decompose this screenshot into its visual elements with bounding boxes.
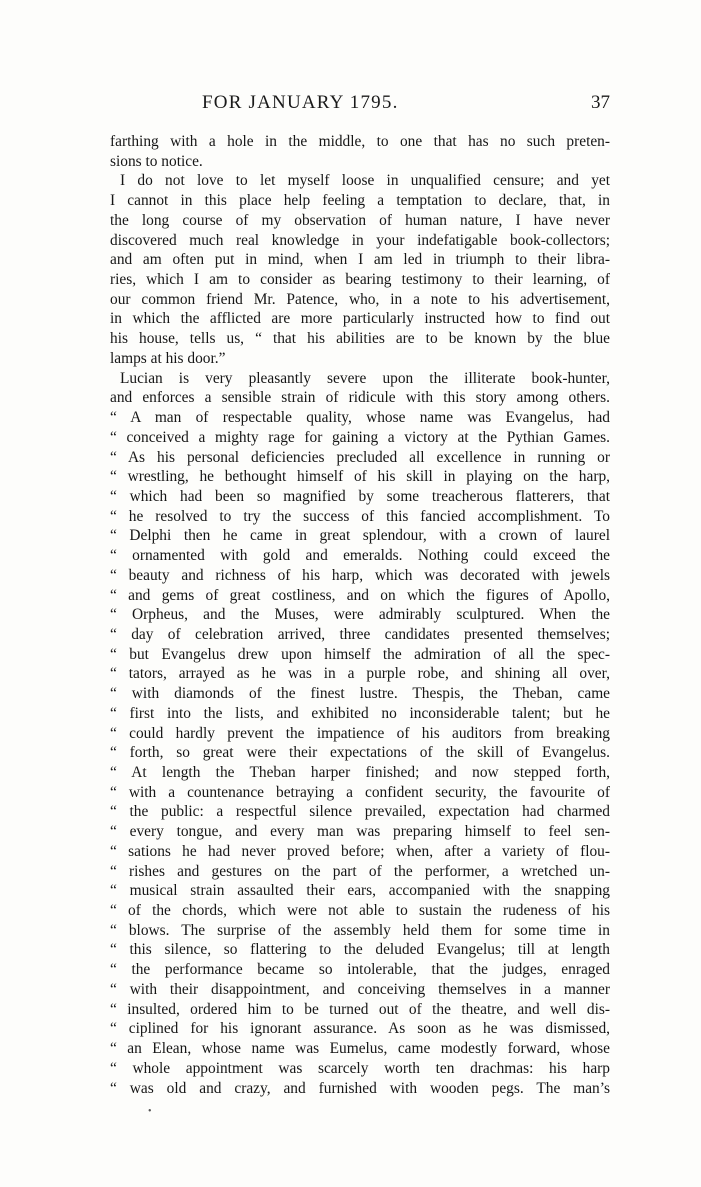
text-line: “ beauty and richness of his harp, which was decorated with jewels — [110, 566, 610, 584]
text-line: “ the public: a respectful silence prevailed, expectation had charmed — [110, 803, 610, 821]
text-line: ries, which I am to consider as bearing testimony to their learning, of — [110, 271, 610, 289]
text-line: “ he resolved to try the success of this fancied accomplishment. To — [110, 507, 610, 525]
text-line: “ whole appointment was scarcely worth ten drachmas: his harp — [110, 1059, 610, 1077]
text-line: “ tators, arrayed as he was in a purple robe, and shining all over, — [110, 665, 610, 683]
text-line: “ forth, so great were their expectations of the skill of Evangelus. — [110, 744, 610, 762]
text-line: Lucian is very pleasantly severe upon the illiterate book-hunter, — [120, 369, 610, 387]
text-line: “ As his personal deficiencies precluded all excellence in running or — [110, 448, 610, 466]
text-line: “ of the chords, which were not able to sustain the rudeness of his — [110, 902, 610, 920]
text-line: I do not love to let myself loose in unqualified censure; and yet — [120, 172, 610, 190]
text-line: “ but Evangelus drew upon himself the admiration of all the spec- — [110, 645, 610, 663]
text-line: and enforces a sensible strain of ridicule with this story among others. — [110, 389, 610, 407]
text-line: “ with their disappointment, and conceiving themselves in a manner — [110, 980, 610, 998]
text-line: “ day of celebration arrived, three candidates presented themselves; — [110, 625, 610, 643]
stray-ink-mark: • — [148, 1106, 152, 1117]
text-line: I cannot in this place help feeling a temptation to declare, that, in — [110, 192, 610, 210]
text-line: “ musical strain assaulted their ears, accompanied with the snapping — [110, 882, 610, 900]
text-line: “ first into the lists, and exhibited no inconsiderable talent; but he — [110, 704, 610, 722]
text-line: “ and gems of great costliness, and on which the figures of Apollo, — [110, 586, 610, 604]
text-line: “ an Elean, whose name was Eumelus, came modestly forward, whose — [110, 1040, 610, 1058]
text-line: the long course of my observation of human nature, I have never — [110, 211, 610, 229]
text-line: farthing with a hole in the middle, to one that has no such preten- — [110, 133, 610, 150]
page-header — [110, 92, 610, 118]
text-line: “ Orpheus, and the Muses, were admirably sculptured. When the — [110, 606, 610, 624]
text-line: sions to notice. — [110, 152, 203, 170]
page-number: 37 — [591, 92, 610, 113]
text-line: “ with a countenance betraying a confident security, the favourite of — [110, 783, 610, 801]
text-line: “ which had been so magnified by some treacherous flatterers, that — [110, 487, 610, 505]
text-line: lamps at his door.” — [110, 349, 226, 367]
text-line: “ the performance became so intolerable, that the judges, enraged — [110, 961, 610, 979]
text-line: “ could hardly prevent the impatience of his auditors from breaking — [110, 724, 610, 742]
running-title: FOR JANUARY 1795. — [202, 92, 399, 113]
text-line: discovered much real knowledge in your indefatigable book-collectors; — [110, 231, 610, 249]
text-line: “ with diamonds of the finest lustre. Thespis, the Theban, came — [110, 685, 610, 703]
body-text — [110, 132, 610, 1098]
text-line: in which the afflicted are more particularly instructed how to find out — [110, 310, 610, 328]
text-line: “ sations he had never proved before; when, after a variety of flou- — [110, 842, 610, 860]
text-line: and am often put in mind, when I am led in triumph to their libra- — [110, 251, 610, 269]
text-line: “ was old and crazy, and furnished with wooden pegs. The man’s — [110, 1079, 610, 1097]
text-line: “ insulted, ordered him to be turned out of the theatre, and well dis- — [110, 1000, 610, 1018]
text-line: “ blows. The surprise of the assembly held them for some time in — [110, 921, 610, 939]
text-line: our common friend Mr. Patence, who, in a note to his advertisement, — [110, 290, 610, 308]
text-line: “ A man of respectable quality, whose name was Evangelus, had — [110, 409, 610, 427]
text-line: “ Delphi then he came in great splendour, with a crown of laurel — [110, 527, 610, 545]
text-line: “ rishes and gestures on the part of the performer, a wretched un- — [110, 862, 610, 880]
text-line: “ every tongue, and every man was preparing himself to feel sen- — [110, 823, 610, 841]
text-line: “ ciplined for his ignorant assurance. As soon as he was dismissed, — [110, 1020, 610, 1038]
text-line: “ ornamented with gold and emeralds. Nothing could exceed the — [110, 547, 610, 565]
text-line: “ At length the Theban harper finished; and now stepped forth, — [110, 764, 610, 781]
text-line: “ this silence, so flattering to the deluded Evangelus; till at length — [110, 941, 610, 959]
text-line: “ conceived a mighty rage for gaining a victory at the Pythian Games. — [110, 428, 610, 446]
text-line: “ wrestling, he bethought himself of his skill in playing on the harp, — [110, 468, 610, 486]
text-line: his house, tells us, “ that his abilities are to be known by the blue — [110, 330, 610, 348]
